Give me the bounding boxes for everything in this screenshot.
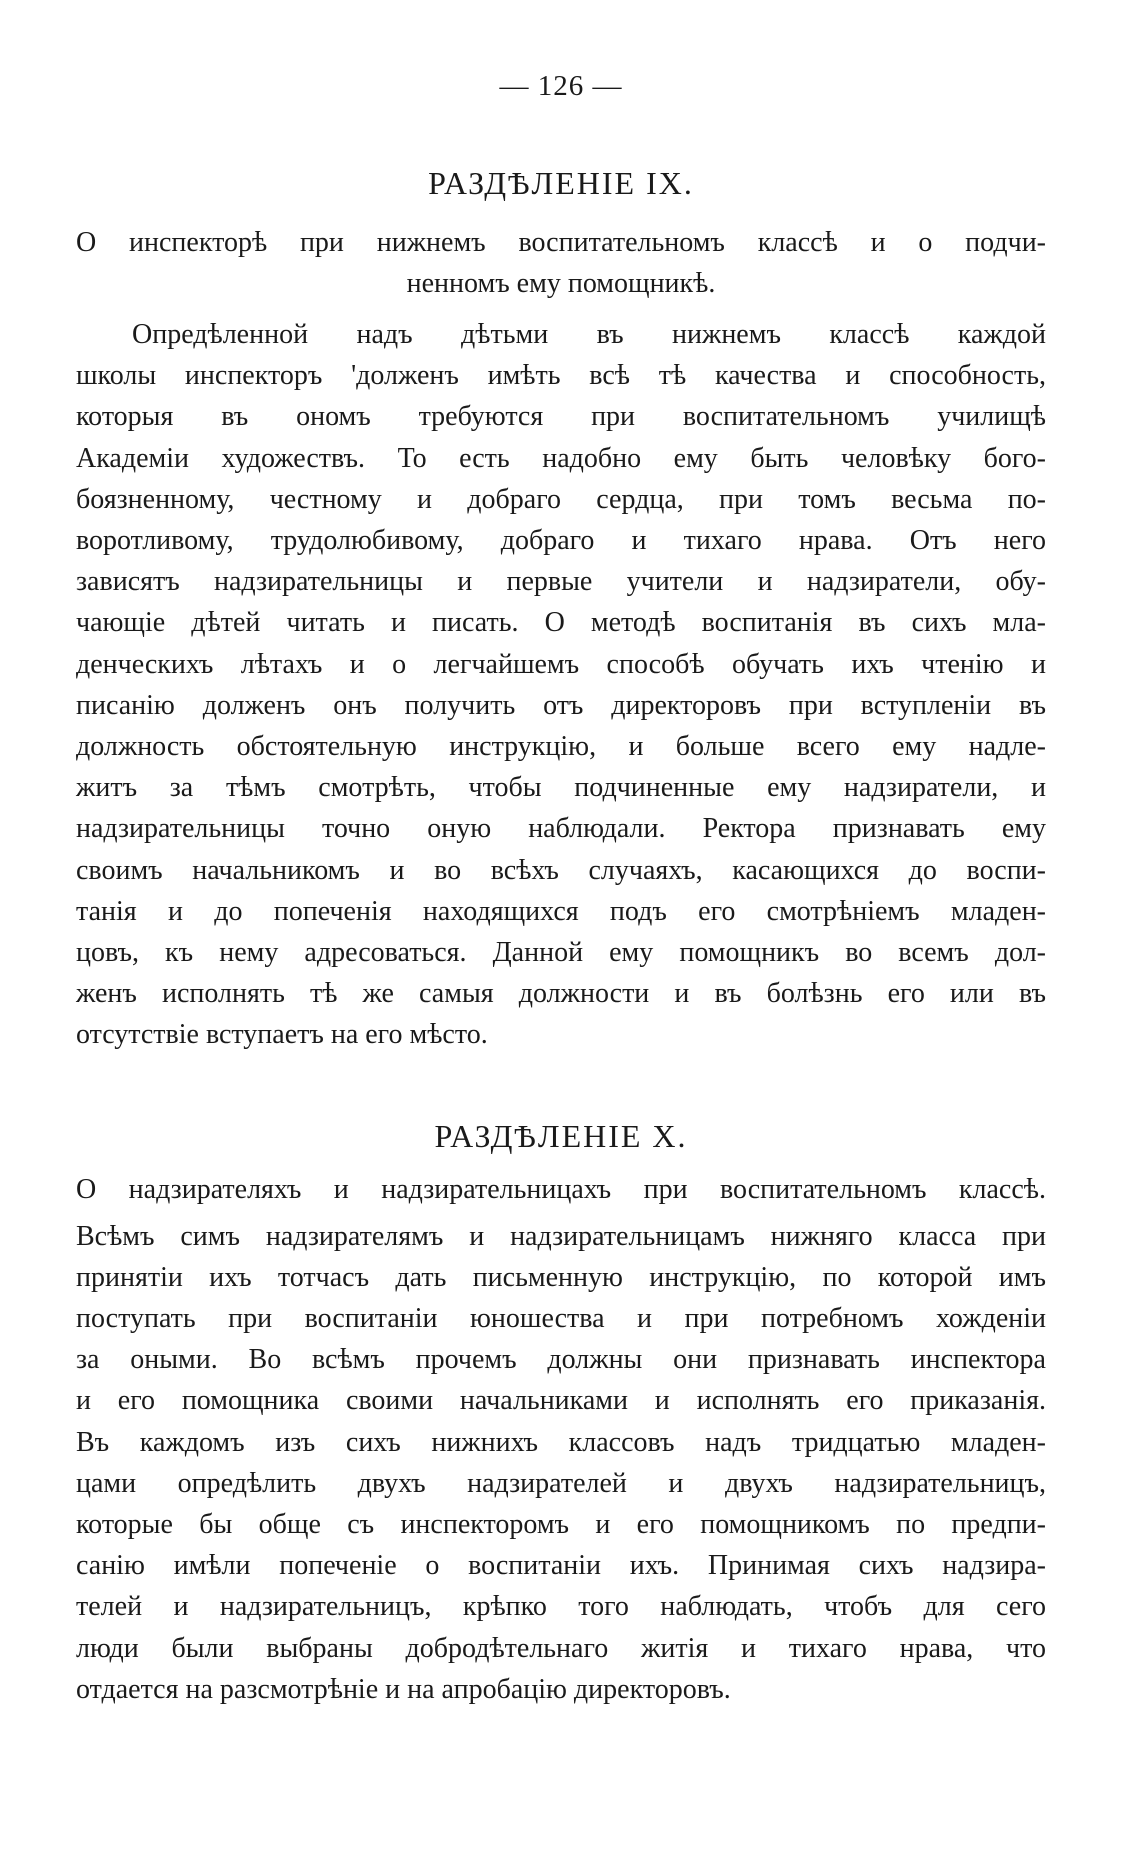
body-line: отсутствіе вступаетъ на его мѣсто. <box>76 1019 488 1051</box>
section-ix-subtitle-line-1: О инспекторѣ при нижнемъ воспитательномъ классѣ и о подчи- <box>76 227 1046 258</box>
body-line: Всѣмъ симъ надзирателямъ и надзирательницамъ нижняго класса при <box>76 1220 1046 1252</box>
body-line: боязненному, честному и добраго сердца, при томъ весьма по- <box>76 483 1046 515</box>
body-line: и его помощника своими начальниками и исполнять его приказанія. <box>76 1385 1046 1417</box>
body-line: школы инспекторъ 'долженъ имѣть всѣ тѣ качества и способность, <box>76 360 1046 392</box>
section-ix-subtitle <box>76 222 1046 304</box>
body-line: своимъ начальникомъ и во всѣхъ случаяхъ, касающихся до воспи- <box>76 854 1046 886</box>
body-line: Въ каждомъ изъ сихъ нижнихъ классовъ надъ тридцатью младен- <box>76 1426 1046 1458</box>
body-line: Академіи художествъ. То есть надобно ему быть человѣку бого- <box>76 442 1046 474</box>
body-line: надзирательницы точно оную наблюдали. Ректора признавать ему <box>76 813 1046 845</box>
section-ix <box>76 165 1046 1056</box>
section-ix-subtitle-line-2: ненномъ ему помощникѣ. <box>406 268 716 299</box>
body-line: отдается на разсмотрѣніе и на апробацію директоровъ. <box>76 1673 731 1705</box>
body-line: телей и надзирательницъ, крѣпко того наблюдать, чтобъ для сего <box>76 1591 1046 1623</box>
body-line: цами опредѣлить двухъ надзирателей и двухъ надзирательницъ, <box>76 1467 1046 1499</box>
section-x-body <box>76 1216 1046 1710</box>
body-line: воротливому, трудолюбивому, добраго и тихаго нрава. Отъ него <box>76 525 1046 557</box>
section-x-heading: РАЗДѢЛЕНІЕ X. <box>434 1117 688 1154</box>
body-line: люди были выбраны добродѣтельнаго житія и тихаго нрава, что <box>76 1632 1046 1664</box>
body-line: житъ за тѣмъ смотрѣть, чтобы подчиненные ему надзиратели, и <box>76 772 1046 804</box>
section-ix-heading: РАЗДѢЛЕНІЕ IX. <box>428 165 694 201</box>
body-line: писанію долженъ онъ получить отъ директоровъ при вступленіи въ <box>76 689 1046 721</box>
body-line: которые бы обще съ инспекторомъ и его помощникомъ по предпи- <box>76 1509 1046 1541</box>
body-line: санію имѣли попеченіе о воспитаніи ихъ. Принимая сихъ надзира- <box>76 1550 1046 1582</box>
body-line: принятіи ихъ тотчасъ дать письменную инструкцію, по которой имъ <box>76 1261 1046 1293</box>
body-line: Опредѣленной надъ дѣтьми въ нижнемъ классѣ каждой <box>132 319 1046 350</box>
body-line: денческихъ лѣтахъ и о легчайшемъ способѣ обучать ихъ чтенію и <box>76 648 1046 680</box>
body-line: женъ исполнять тѣ же самыя должности и въ болѣзнь его или въ <box>76 978 1046 1010</box>
body-line: за оными. Во всѣмъ прочемъ должны они признавать инспектора <box>76 1344 1046 1376</box>
section-x-subtitle: О надзирателяхъ и надзирательницахъ при воспитательномъ классѣ. <box>76 1173 1046 1205</box>
body-line: поступать при воспитаніи юношества и при потребномъ хожденіи <box>76 1303 1046 1335</box>
body-line: должность обстоятельную инструкцію, и больше всего ему надле- <box>76 731 1046 763</box>
body-line: танія и до попеченія находящихся подъ его смотрѣніемъ младен- <box>76 895 1046 927</box>
page-number: — 126 — <box>499 70 623 102</box>
body-line: которыя въ ономъ требуются при воспитательномъ училищѣ <box>76 401 1046 433</box>
section-x <box>76 1118 1046 1710</box>
section-ix-body <box>76 314 1046 1056</box>
body-line: цовъ, къ нему адресоваться. Данной ему помощникъ во всемъ дол- <box>76 937 1046 969</box>
document-page <box>76 70 1046 1710</box>
body-line: чающіе дѣтей читать и писать. О методѣ воспитанія въ сихъ мла- <box>76 607 1046 639</box>
body-line: зависятъ надзирательницы и первые учители и надзиратели, обу- <box>76 566 1046 598</box>
